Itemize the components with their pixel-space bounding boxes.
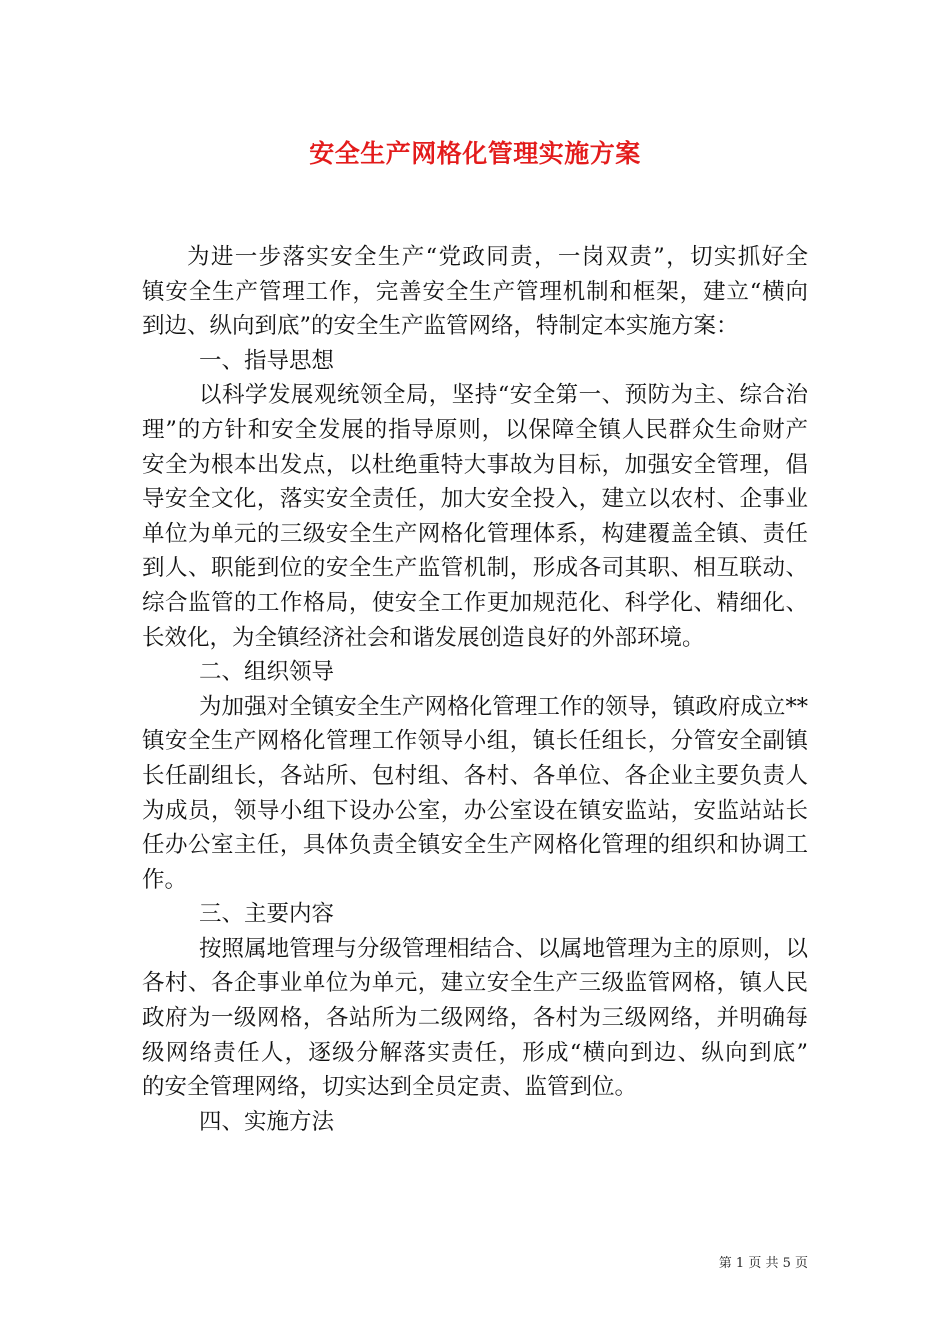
paragraph-line: 安全为根本出发点，以杜绝重特大事故为目标，加强安全管理，倡 [142, 451, 808, 478]
paragraph-line: 长任副组长，各站所、包村组、各村、各单位、各企业主要负责人 [142, 762, 808, 789]
document-title: 安全生产网格化管理实施方案 [309, 139, 641, 168]
paragraph-line: 为进一步落实安全生产“党政同责，一岗双责”，切实抓好全 [187, 244, 808, 270]
paragraph-line: 的安全管理网络，切实达到全员定责、监管到位。 [142, 1074, 638, 1101]
paragraph-line: 镇安全生产网格化管理工作领导小组，镇长任组长，分管安全副镇 [142, 728, 808, 755]
paragraph-line: 为成员，领导小组下设办公室，办公室设在镇安监站，安监站站长 [142, 797, 808, 824]
paragraph-line: 为加强对全镇安全生产网格化管理工作的领导，镇政府成立** [199, 693, 808, 720]
paragraph-line: 按照属地管理与分级管理相结合、以属地管理为主的原则，以 [199, 935, 808, 962]
section-heading: 四、实施方法 [199, 1108, 335, 1135]
paragraph-line: 作。 [142, 866, 188, 893]
section-heading: 三、主要内容 [199, 901, 335, 928]
paragraph-line: 长效化，为全镇经济社会和谐发展创造良好的外部环境。 [142, 624, 705, 651]
paragraph-line: 各村、各企事业单位为单元，建立安全生产三级监管网格，镇人民 [142, 970, 808, 997]
paragraph-line: 以科学发展观统领全局，坚持“安全第一、预防为主、综合治 [199, 382, 808, 409]
section-heading: 二、组织领导 [199, 659, 335, 686]
paragraph-line: 单位为单元的三级安全生产网格化管理体系，构建覆盖全镇、责任 [142, 520, 808, 547]
paragraph-line: 政府为一级网格，各站所为二级网络，各村为三级网络，并明确每 [142, 1005, 808, 1032]
paragraph-line: 任办公室主任，具体负责全镇安全生产网格化管理的组织和协调工 [142, 832, 808, 859]
paragraph-line: 到边、纵向到底”的安全生产监管网络，特制定本实施方案： [142, 313, 739, 340]
paragraph-line: 级网络责任人，逐级分解落实责任，形成“横向到边、纵向到底” [142, 1039, 808, 1066]
paragraph-line: 导安全文化，落实安全责任，加大安全投入，建立以农村、企事业 [142, 486, 808, 513]
paragraph-line: 镇安全生产管理工作，完善安全生产管理机制和框架，建立“横向 [142, 278, 808, 305]
document-body [142, 240, 808, 1139]
paragraph-line: 理”的方针和安全发展的指导原则，以保障全镇人民群众生命财产 [142, 416, 808, 443]
paragraph-line: 到人、职能到位的安全生产监管机制，形成各司其职、相互联动、 [142, 555, 808, 582]
paragraph-line: 综合监管的工作格局，使安全工作更加规范化、科学化、精细化、 [142, 589, 808, 616]
section-heading: 一、指导思想 [199, 347, 335, 374]
page-number: 第 1 页 共 5 页 [718, 1256, 808, 1271]
